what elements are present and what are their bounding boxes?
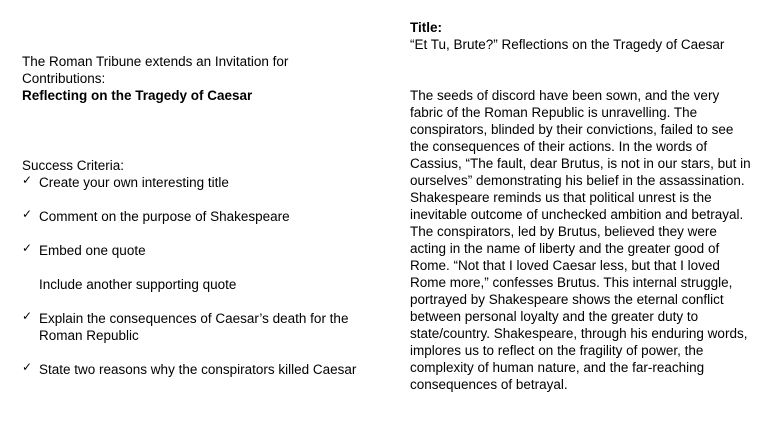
criteria-text: Embed one quote [39, 243, 146, 258]
checkmark-icon: ✓ [22, 207, 33, 221]
success-criteria-list [22, 174, 382, 378]
criteria-item [22, 242, 382, 259]
criteria-text: Include another supporting quote [39, 277, 237, 292]
article-title: “Et Tu, Brute?” Reflections on the Tragedy of Caesar [410, 37, 725, 52]
checkmark-icon: ✓ [22, 360, 33, 374]
criteria-text: Explain the consequences of Caesar’s death for the Roman Republic [39, 311, 349, 343]
criteria-item [22, 208, 382, 225]
task-heading: Reflecting on the Tragedy of Caesar [22, 88, 253, 103]
checkmark-icon: ✓ [22, 241, 33, 255]
article-panel [410, 19, 755, 393]
invitation-line-1: The Roman Tribune extends an Invitation for [22, 54, 289, 69]
checkmark-icon: ✓ [22, 309, 33, 323]
article-body: The seeds of discord have been sown, and the very fabric of the Roman Republic is unravelling. The conspirators, blinded by their convictions, failed to see the consequences of their actions. In the words of Cassius, “The fault, dear Brutus, is not in our stars, but in ourselves” demonstrating his belief in the assassination. Shakespeare reminds us that political unrest is the inevitable outcome of unchecked ambition and betrayal. The conspirators, led by Brutus, believed they were acting in the name of liberty and the greater good of Rome. “Not that I loved Caesar less, but that I loved Rome more,” confesses Brutus. This internal struggle, portrayed by Shakespeare shows the eternal conflict between personal loyalty and the greater duty to state/country. Shakespeare, through his enduring words, implores us to reflect on the fragility of power, the complexity of human nature, and the far-reaching consequences of betrayal. [410, 88, 751, 392]
invitation-line-2: Contributions: [22, 71, 106, 86]
criteria-text: Comment on the purpose of Shakespeare [39, 209, 290, 224]
title-label: Title: [410, 20, 443, 35]
task-panel [22, 53, 382, 395]
criteria-item [22, 361, 382, 378]
checkmark-icon: ✓ [22, 173, 33, 187]
criteria-item [22, 174, 382, 191]
criteria-item [22, 310, 382, 344]
criteria-item [22, 276, 382, 293]
criteria-text: Create your own interesting title [39, 175, 229, 190]
success-criteria-heading: Success Criteria: [22, 158, 125, 173]
criteria-text: State two reasons why the conspirators killed Caesar [39, 362, 357, 377]
